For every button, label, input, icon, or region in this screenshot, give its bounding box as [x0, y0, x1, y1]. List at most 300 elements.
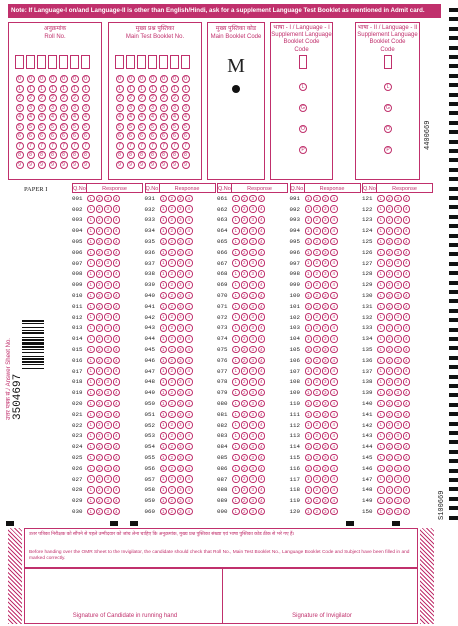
answer-bubble[interactable]: 2 — [96, 411, 104, 419]
answer-bubble[interactable]: 2 — [386, 292, 394, 300]
answer-bubble[interactable]: 4 — [113, 259, 121, 267]
answer-bubble[interactable]: 1 — [305, 497, 313, 505]
answer-bubble[interactable]: 2 — [168, 303, 176, 311]
answer-bubble[interactable]: 1 — [87, 443, 95, 451]
digit-bubble[interactable]: 2 — [27, 94, 35, 102]
digit-bubble[interactable]: 1 — [82, 85, 90, 93]
digit-bubble[interactable]: 8 — [60, 151, 68, 159]
answer-bubble[interactable]: 3 — [104, 238, 112, 246]
answer-bubble[interactable]: 2 — [241, 443, 249, 451]
answer-bubble[interactable]: 4 — [330, 205, 338, 213]
answer-bubble[interactable]: 1 — [377, 270, 385, 278]
answer-bubble[interactable]: 4 — [403, 357, 411, 365]
answer-bubble[interactable]: 3 — [249, 227, 257, 235]
answer-bubble[interactable]: 2 — [96, 421, 104, 429]
digit-bubble[interactable]: 9 — [149, 161, 157, 169]
answer-bubble[interactable]: 1 — [377, 411, 385, 419]
answer-bubble[interactable]: 2 — [386, 216, 394, 224]
digit-bubble[interactable]: 7 — [16, 142, 24, 150]
answer-bubble[interactable]: 3 — [104, 465, 112, 473]
answer-bubble[interactable]: 2 — [168, 421, 176, 429]
answer-bubble[interactable]: 4 — [185, 497, 193, 505]
digit-bubble[interactable]: 7 — [49, 142, 57, 150]
answer-bubble[interactable]: 2 — [96, 497, 104, 505]
answer-bubble[interactable]: 1 — [160, 454, 168, 462]
digit-bubble[interactable]: 6 — [49, 132, 57, 140]
answer-bubble[interactable]: 3 — [322, 400, 330, 408]
digit-bubble[interactable]: 0 — [127, 75, 135, 83]
answer-bubble[interactable]: 3 — [322, 357, 330, 365]
answer-bubble[interactable]: 3 — [104, 378, 112, 386]
answer-bubble[interactable]: 4 — [113, 443, 121, 451]
answer-bubble[interactable]: 4 — [113, 497, 121, 505]
digit-bubble[interactable]: 1 — [149, 85, 157, 93]
answer-bubble[interactable]: 2 — [96, 313, 104, 321]
answer-bubble[interactable]: 3 — [104, 216, 112, 224]
answer-bubble[interactable]: 3 — [104, 367, 112, 375]
answer-bubble[interactable]: 1 — [305, 313, 313, 321]
answer-bubble[interactable]: 3 — [249, 486, 257, 494]
answer-bubble[interactable]: 2 — [386, 432, 394, 440]
entry-cell[interactable] — [59, 55, 68, 69]
digit-bubble[interactable]: 0 — [171, 75, 179, 83]
digit-bubble[interactable]: 8 — [149, 151, 157, 159]
answer-bubble[interactable]: 1 — [87, 292, 95, 300]
answer-bubble[interactable]: 3 — [394, 195, 402, 203]
digit-bubble[interactable]: 4 — [127, 113, 135, 121]
answer-bubble[interactable]: 3 — [322, 259, 330, 267]
answer-bubble[interactable]: 1 — [305, 357, 313, 365]
answer-bubble[interactable]: 1 — [160, 443, 168, 451]
answer-bubble[interactable]: 1 — [232, 335, 240, 343]
answer-bubble[interactable]: 1 — [232, 292, 240, 300]
answer-bubble[interactable]: 2 — [168, 335, 176, 343]
answer-bubble[interactable]: 1 — [160, 259, 168, 267]
answer-bubble[interactable]: 2 — [313, 454, 321, 462]
answer-bubble[interactable]: 2 — [386, 259, 394, 267]
answer-bubble[interactable]: 4 — [330, 292, 338, 300]
answer-bubble[interactable]: 2 — [241, 216, 249, 224]
digit-bubble[interactable]: 6 — [171, 132, 179, 140]
answer-bubble[interactable]: 2 — [168, 238, 176, 246]
digit-bubble[interactable]: 2 — [116, 94, 124, 102]
digit-bubble[interactable]: 9 — [138, 161, 146, 169]
answer-bubble[interactable]: 2 — [96, 270, 104, 278]
answer-bubble[interactable]: 3 — [177, 378, 185, 386]
answer-bubble[interactable]: 3 — [104, 335, 112, 343]
answer-bubble[interactable]: 4 — [403, 205, 411, 213]
answer-bubble[interactable]: 2 — [168, 432, 176, 440]
answer-bubble[interactable]: 1 — [377, 367, 385, 375]
answer-bubble[interactable]: 3 — [394, 292, 402, 300]
answer-bubble[interactable]: 4 — [403, 486, 411, 494]
answer-bubble[interactable]: 4 — [403, 508, 411, 516]
answer-bubble[interactable]: 3 — [177, 313, 185, 321]
answer-bubble[interactable]: 1 — [232, 216, 240, 224]
digit-bubble[interactable]: 4 — [27, 113, 35, 121]
answer-bubble[interactable]: 3 — [322, 238, 330, 246]
answer-bubble[interactable]: 1 — [87, 227, 95, 235]
answer-bubble[interactable]: 1 — [232, 270, 240, 278]
answer-bubble[interactable]: 4 — [258, 259, 266, 267]
answer-bubble[interactable]: 2 — [313, 249, 321, 257]
answer-bubble[interactable]: 4 — [258, 292, 266, 300]
answer-bubble[interactable]: 3 — [394, 411, 402, 419]
answer-bubble[interactable]: 3 — [249, 465, 257, 473]
digit-bubble[interactable]: 6 — [149, 132, 157, 140]
answer-bubble[interactable]: 4 — [113, 508, 121, 516]
digit-bubble[interactable]: 9 — [27, 161, 35, 169]
answer-bubble[interactable]: 4 — [258, 389, 266, 397]
digit-bubble[interactable]: 0 — [116, 75, 124, 83]
answer-bubble[interactable]: 4 — [113, 432, 121, 440]
answer-bubble[interactable]: 3 — [394, 508, 402, 516]
digit-bubble[interactable]: 6 — [27, 132, 35, 140]
answer-bubble[interactable]: 4 — [258, 432, 266, 440]
answer-bubble[interactable]: 1 — [305, 238, 313, 246]
answer-bubble[interactable]: 2 — [386, 411, 394, 419]
answer-bubble[interactable]: 1 — [377, 216, 385, 224]
answer-bubble[interactable]: 2 — [168, 357, 176, 365]
answer-bubble[interactable]: 2 — [241, 400, 249, 408]
answer-bubble[interactable]: 3 — [177, 270, 185, 278]
answer-bubble[interactable]: 1 — [305, 205, 313, 213]
language-option-bubble[interactable]: L — [299, 83, 307, 91]
answer-bubble[interactable]: 3 — [249, 475, 257, 483]
answer-bubble[interactable]: 1 — [377, 486, 385, 494]
answer-bubble[interactable]: 3 — [177, 465, 185, 473]
answer-bubble[interactable]: 2 — [386, 335, 394, 343]
answer-bubble[interactable]: 2 — [96, 281, 104, 289]
answer-bubble[interactable]: 1 — [160, 238, 168, 246]
digit-bubble[interactable]: 8 — [71, 151, 79, 159]
answer-bubble[interactable]: 1 — [87, 313, 95, 321]
answer-bubble[interactable]: 2 — [241, 313, 249, 321]
answer-bubble[interactable]: 4 — [403, 324, 411, 332]
answer-bubble[interactable]: 1 — [160, 421, 168, 429]
digit-bubble[interactable]: 9 — [160, 161, 168, 169]
answer-bubble[interactable]: 1 — [160, 292, 168, 300]
answer-bubble[interactable]: 3 — [177, 367, 185, 375]
answer-bubble[interactable]: 2 — [313, 400, 321, 408]
answer-bubble[interactable]: 4 — [185, 216, 193, 224]
answer-bubble[interactable]: 2 — [168, 227, 176, 235]
answer-bubble[interactable]: 1 — [377, 227, 385, 235]
digit-bubble[interactable]: 8 — [171, 151, 179, 159]
digit-bubble[interactable]: 6 — [182, 132, 190, 140]
answer-bubble[interactable]: 3 — [249, 378, 257, 386]
digit-bubble[interactable]: 6 — [127, 132, 135, 140]
answer-bubble[interactable]: 1 — [160, 475, 168, 483]
answer-bubble[interactable]: 1 — [305, 454, 313, 462]
answer-bubble[interactable]: 1 — [377, 389, 385, 397]
digit-bubble[interactable]: 9 — [116, 161, 124, 169]
language-option-bubble[interactable]: G — [299, 104, 307, 112]
answer-bubble[interactable]: 3 — [177, 443, 185, 451]
answer-bubble[interactable]: 2 — [313, 497, 321, 505]
answer-bubble[interactable]: 3 — [249, 400, 257, 408]
answer-bubble[interactable]: 2 — [313, 216, 321, 224]
answer-bubble[interactable]: 4 — [185, 411, 193, 419]
answer-bubble[interactable]: 1 — [232, 400, 240, 408]
entry-cell[interactable] — [148, 55, 157, 69]
answer-bubble[interactable]: 2 — [386, 205, 394, 213]
answer-bubble[interactable]: 3 — [249, 313, 257, 321]
digit-bubble[interactable]: 1 — [171, 85, 179, 93]
answer-bubble[interactable]: 4 — [258, 205, 266, 213]
answer-bubble[interactable]: 1 — [87, 324, 95, 332]
answer-bubble[interactable]: 3 — [322, 443, 330, 451]
answer-bubble[interactable]: 1 — [232, 465, 240, 473]
answer-bubble[interactable]: 4 — [185, 454, 193, 462]
answer-bubble[interactable]: 3 — [394, 227, 402, 235]
answer-bubble[interactable]: 1 — [305, 400, 313, 408]
answer-bubble[interactable]: 3 — [104, 249, 112, 257]
answer-bubble[interactable]: 1 — [87, 400, 95, 408]
digit-bubble[interactable]: 0 — [16, 75, 24, 83]
answer-bubble[interactable]: 2 — [386, 357, 394, 365]
language-option-bubble[interactable]: L — [384, 83, 392, 91]
answer-bubble[interactable]: 1 — [377, 346, 385, 354]
digit-bubble[interactable]: 9 — [82, 161, 90, 169]
answer-bubble[interactable]: 3 — [104, 303, 112, 311]
answer-bubble[interactable]: 4 — [330, 216, 338, 224]
answer-bubble[interactable]: 3 — [249, 443, 257, 451]
answer-bubble[interactable]: 4 — [113, 238, 121, 246]
answer-bubble[interactable]: 1 — [377, 324, 385, 332]
digit-bubble[interactable]: 3 — [27, 104, 35, 112]
answer-bubble[interactable]: 2 — [313, 357, 321, 365]
digit-bubble[interactable]: 3 — [71, 104, 79, 112]
answer-bubble[interactable]: 3 — [249, 238, 257, 246]
answer-bubble[interactable]: 1 — [87, 389, 95, 397]
answer-bubble[interactable]: 1 — [232, 324, 240, 332]
answer-bubble[interactable]: 2 — [241, 378, 249, 386]
answer-bubble[interactable]: 2 — [96, 216, 104, 224]
answer-bubble[interactable]: 1 — [87, 411, 95, 419]
digit-bubble[interactable]: 7 — [160, 142, 168, 150]
digit-bubble[interactable]: 2 — [38, 94, 46, 102]
digit-bubble[interactable]: 6 — [160, 132, 168, 140]
digit-bubble[interactable]: 5 — [138, 123, 146, 131]
answer-bubble[interactable]: 2 — [241, 508, 249, 516]
answer-bubble[interactable]: 1 — [232, 421, 240, 429]
digit-bubble[interactable]: 0 — [149, 75, 157, 83]
entry-cell[interactable] — [37, 55, 46, 69]
answer-bubble[interactable]: 4 — [403, 281, 411, 289]
answer-bubble[interactable]: 3 — [322, 475, 330, 483]
answer-bubble[interactable]: 1 — [160, 324, 168, 332]
answer-bubble[interactable]: 3 — [322, 346, 330, 354]
digit-bubble[interactable]: 3 — [82, 104, 90, 112]
answer-bubble[interactable]: 4 — [113, 400, 121, 408]
language-option-bubble[interactable]: P — [384, 146, 392, 154]
answer-bubble[interactable]: 1 — [377, 443, 385, 451]
digit-bubble[interactable]: 0 — [182, 75, 190, 83]
answer-bubble[interactable]: 3 — [177, 281, 185, 289]
answer-bubble[interactable]: 3 — [177, 432, 185, 440]
answer-bubble[interactable]: 4 — [113, 324, 121, 332]
answer-bubble[interactable]: 4 — [113, 367, 121, 375]
answer-bubble[interactable]: 4 — [403, 497, 411, 505]
answer-bubble[interactable]: 1 — [160, 195, 168, 203]
answer-bubble[interactable]: 3 — [177, 475, 185, 483]
answer-bubble[interactable]: 4 — [258, 238, 266, 246]
answer-bubble[interactable]: 2 — [241, 357, 249, 365]
answer-bubble[interactable]: 3 — [249, 454, 257, 462]
answer-bubble[interactable]: 4 — [185, 205, 193, 213]
answer-bubble[interactable]: 2 — [313, 270, 321, 278]
answer-bubble[interactable]: 4 — [403, 303, 411, 311]
answer-bubble[interactable]: 1 — [377, 281, 385, 289]
answer-bubble[interactable]: 1 — [160, 313, 168, 321]
answer-bubble[interactable]: 3 — [177, 346, 185, 354]
answer-bubble[interactable]: 3 — [249, 508, 257, 516]
answer-bubble[interactable]: 3 — [104, 411, 112, 419]
digit-bubble[interactable]: 2 — [138, 94, 146, 102]
answer-bubble[interactable]: 3 — [249, 367, 257, 375]
entry-cell[interactable] — [15, 55, 24, 69]
answer-bubble[interactable]: 4 — [258, 421, 266, 429]
answer-bubble[interactable]: 3 — [322, 205, 330, 213]
answer-bubble[interactable]: 1 — [305, 443, 313, 451]
answer-bubble[interactable]: 1 — [87, 508, 95, 516]
answer-bubble[interactable]: 3 — [249, 335, 257, 343]
answer-bubble[interactable]: 4 — [185, 475, 193, 483]
entry-cell[interactable] — [126, 55, 135, 69]
answer-bubble[interactable]: 2 — [386, 400, 394, 408]
digit-bubble[interactable]: 4 — [160, 113, 168, 121]
answer-bubble[interactable]: 3 — [394, 216, 402, 224]
answer-bubble[interactable]: 3 — [322, 378, 330, 386]
answer-bubble[interactable]: 2 — [241, 195, 249, 203]
answer-bubble[interactable]: 4 — [258, 227, 266, 235]
answer-bubble[interactable]: 2 — [241, 227, 249, 235]
digit-bubble[interactable]: 1 — [116, 85, 124, 93]
digit-bubble[interactable]: 3 — [38, 104, 46, 112]
answer-bubble[interactable]: 2 — [386, 443, 394, 451]
answer-bubble[interactable]: 3 — [249, 389, 257, 397]
answer-bubble[interactable]: 1 — [377, 497, 385, 505]
digit-bubble[interactable]: 2 — [127, 94, 135, 102]
digit-bubble[interactable]: 3 — [49, 104, 57, 112]
digit-bubble[interactable]: 8 — [82, 151, 90, 159]
digit-bubble[interactable]: 0 — [71, 75, 79, 83]
answer-bubble[interactable]: 3 — [177, 303, 185, 311]
answer-bubble[interactable]: 1 — [232, 357, 240, 365]
answer-bubble[interactable]: 2 — [386, 508, 394, 516]
answer-bubble[interactable]: 1 — [377, 292, 385, 300]
answer-bubble[interactable]: 4 — [330, 389, 338, 397]
answer-bubble[interactable]: 3 — [322, 195, 330, 203]
digit-bubble[interactable]: 5 — [16, 123, 24, 131]
digit-bubble[interactable]: 6 — [16, 132, 24, 140]
digit-bubble[interactable]: 5 — [171, 123, 179, 131]
answer-bubble[interactable]: 4 — [403, 465, 411, 473]
answer-bubble[interactable]: 4 — [330, 303, 338, 311]
answer-bubble[interactable]: 2 — [168, 270, 176, 278]
digit-bubble[interactable]: 7 — [138, 142, 146, 150]
answer-bubble[interactable]: 4 — [258, 475, 266, 483]
digit-bubble[interactable]: 9 — [182, 161, 190, 169]
answer-bubble[interactable]: 2 — [168, 486, 176, 494]
answer-bubble[interactable]: 4 — [185, 292, 193, 300]
answer-bubble[interactable]: 2 — [168, 389, 176, 397]
answer-bubble[interactable]: 4 — [185, 249, 193, 257]
answer-bubble[interactable]: 2 — [313, 465, 321, 473]
digit-bubble[interactable]: 1 — [16, 85, 24, 93]
answer-bubble[interactable]: 1 — [87, 249, 95, 257]
answer-bubble[interactable]: 3 — [177, 400, 185, 408]
answer-bubble[interactable]: 3 — [322, 454, 330, 462]
answer-bubble[interactable]: 3 — [394, 281, 402, 289]
answer-bubble[interactable]: 3 — [104, 195, 112, 203]
answer-bubble[interactable]: 3 — [249, 357, 257, 365]
answer-bubble[interactable]: 4 — [258, 486, 266, 494]
answer-bubble[interactable]: 1 — [160, 281, 168, 289]
digit-bubble[interactable]: 4 — [82, 113, 90, 121]
answer-bubble[interactable]: 3 — [104, 389, 112, 397]
answer-bubble[interactable]: 4 — [113, 205, 121, 213]
answer-bubble[interactable]: 2 — [386, 497, 394, 505]
answer-bubble[interactable]: 3 — [394, 389, 402, 397]
answer-bubble[interactable]: 2 — [313, 324, 321, 332]
answer-bubble[interactable]: 2 — [96, 508, 104, 516]
answer-bubble[interactable]: 3 — [322, 249, 330, 257]
digit-bubble[interactable]: 2 — [60, 94, 68, 102]
answer-bubble[interactable]: 3 — [104, 227, 112, 235]
answer-bubble[interactable]: 4 — [113, 465, 121, 473]
answer-bubble[interactable]: 4 — [185, 346, 193, 354]
answer-bubble[interactable]: 4 — [113, 421, 121, 429]
answer-bubble[interactable]: 2 — [313, 195, 321, 203]
answer-bubble[interactable]: 4 — [403, 389, 411, 397]
answer-bubble[interactable]: 3 — [322, 227, 330, 235]
answer-bubble[interactable]: 4 — [403, 335, 411, 343]
answer-bubble[interactable]: 1 — [232, 367, 240, 375]
answer-bubble[interactable]: 1 — [305, 389, 313, 397]
answer-bubble[interactable]: 2 — [96, 475, 104, 483]
answer-bubble[interactable]: 3 — [104, 432, 112, 440]
answer-bubble[interactable]: 4 — [258, 195, 266, 203]
answer-bubble[interactable]: 4 — [330, 357, 338, 365]
answer-bubble[interactable]: 3 — [249, 270, 257, 278]
digit-bubble[interactable]: 1 — [182, 85, 190, 93]
answer-bubble[interactable]: 1 — [87, 259, 95, 267]
answer-bubble[interactable]: 1 — [87, 270, 95, 278]
digit-bubble[interactable]: 7 — [182, 142, 190, 150]
answer-bubble[interactable]: 4 — [113, 281, 121, 289]
answer-bubble[interactable]: 3 — [322, 281, 330, 289]
answer-bubble[interactable]: 3 — [394, 454, 402, 462]
digit-bubble[interactable]: 2 — [49, 94, 57, 102]
answer-bubble[interactable]: 1 — [87, 465, 95, 473]
answer-bubble[interactable]: 4 — [258, 281, 266, 289]
answer-bubble[interactable]: 4 — [113, 475, 121, 483]
answer-bubble[interactable]: 2 — [386, 281, 394, 289]
answer-bubble[interactable]: 3 — [104, 497, 112, 505]
entry-cell[interactable] — [159, 55, 168, 69]
answer-bubble[interactable]: 2 — [241, 238, 249, 246]
answer-bubble[interactable]: 4 — [258, 497, 266, 505]
answer-bubble[interactable]: 2 — [241, 249, 249, 257]
answer-bubble[interactable]: 4 — [403, 454, 411, 462]
answer-bubble[interactable]: 2 — [241, 303, 249, 311]
answer-bubble[interactable]: 1 — [160, 357, 168, 365]
digit-bubble[interactable]: 3 — [16, 104, 24, 112]
answer-bubble[interactable]: 1 — [232, 205, 240, 213]
answer-bubble[interactable]: 1 — [305, 281, 313, 289]
